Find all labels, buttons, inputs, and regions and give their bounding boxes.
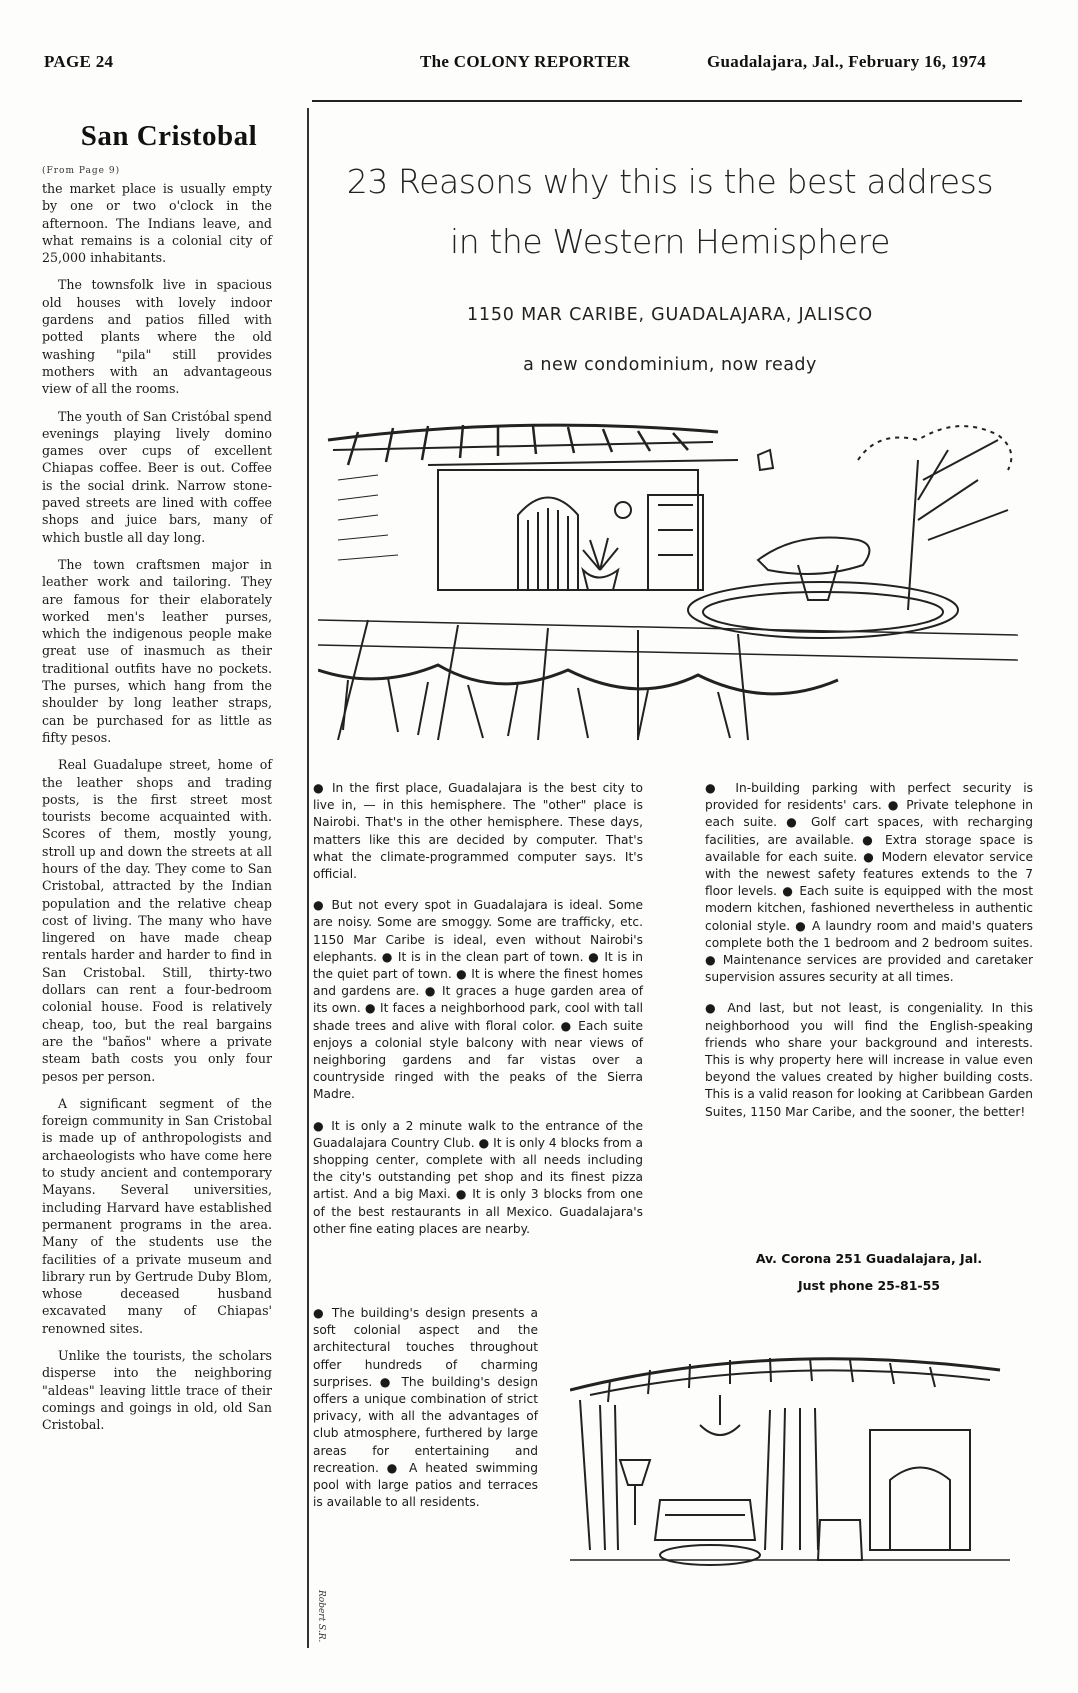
ad-paragraph: ● In-building parking with perfect security is provided for residents' cars. ● Private telephone in each suite. ● Golf cart spaces, with recharging facilities, are available. ● Extra storage space is available for each suite. ● Modern elevator service with the newest safety features extends to the 7 floor levels. ● Each suite is equipped with the most modern kitchen, fashioned nevertheless in authentic colonial style. ● A laundry room and maid's quaters complete both the 1 bedroom and 2 bedroom suites. ● Maintenance services are provided and caretaker supervision assures security at all times.	[705, 781, 1033, 985]
article-paragraph: The youth of San Cristóbal spend evenings playing lively domino games over cups of excellent Chiapas coffee. Beer is out. Coffee is the social drink. Narrow stone-paved streets are lined with coffee shops and juice bars, many of which bustle all day long.	[42, 408, 272, 545]
article-paragraph: Unlike the tourists, the scholars disperse into the neighboring "aldeas" leaving little trace of their comings and goings in old, old San Cristobal.	[42, 1348, 272, 1433]
ad-contact-address: Av. Corona 251 Guadalajara, Jal.	[755, 1251, 983, 1266]
artist-credit: Robert S.R.	[316, 1590, 326, 1643]
ad-paragraph: ● In the first place, Guadalajara is the best city to live in, — in this hemisphere. The "other" place is Nairobi. That's in the other hemisphere. These days, matters like this are decided by computer. That's what the climate-programmed computer says. It's official.	[313, 781, 643, 882]
ad-title-line-2: in the Western Hemisphere	[450, 222, 890, 261]
ad-subtitle: a new condominium, now ready	[523, 355, 817, 375]
column-rule	[307, 108, 309, 1648]
ad-title-line-1: 23 Reasons why this is the best address	[346, 162, 994, 201]
continuation-note: (From Page 9)	[42, 166, 121, 176]
ad-contact-phone: Just phone 25-81-55	[797, 1278, 941, 1293]
article-body	[42, 180, 272, 1443]
ad-paragraph: ● And last, but not least, is congeniality. In this neighborhood you will find the English-speaking friends who share your background and interests. This is why property here will increase in value even beyond the values created by higher building costs. This is a valid reason for looking at Caribbean Garden Suites, 1150 Mar Caribe, and the sooner, the better!	[705, 1001, 1033, 1119]
page-number: PAGE 24	[44, 52, 114, 71]
ad-column-left	[313, 780, 643, 1252]
article-paragraph: A significant segment of the foreign community in San Cristobal is made up of anthropologists and archaeologists who have come here to study ancient and contemporary Mayans. Several universities, including Harvard have established permanent programs in the area. Many of the students use the facilities of a private museum and library run by Gertrude Duby Blom, whose deceased husband excavated many of Chiapas' renowned sites.	[42, 1095, 272, 1336]
paper-name: The COLONY REPORTER	[420, 52, 631, 71]
ad-column-right	[705, 780, 1033, 1135]
courtyard-sketch-illustration	[318, 420, 1018, 740]
ad-paragraph: ● But not every spot in Guadalajara is ideal. Some are noisy. Some are smoggy. Some are trafficky, etc. 1150 Mar Caribe is ideal, even without Nairobi's elephants. ● It is in the clean part of town. ● It is in the quiet part of town. ● It is where the finest homes and gardens are. ● It graces a huge garden area of its own. ● It faces a neighborhood park, cool with tall shade trees and alive with floral color. ● Each suite enjoys a colonial style balcony with near views of neighboring gardens and far vistas over a countryside ringed with the peaks of the Sierra Madre.	[313, 898, 643, 1102]
masthead-rule	[312, 100, 1022, 102]
dateline: Guadalajara, Jal., February 16, 1974	[707, 52, 987, 71]
article-paragraph: The town craftsmen major in leather work and tailoring. They are famous for their elaborately worked men's leather purses, which the indigenous people make great use of inasmuch as their traditional outfits have no pockets. The purses, which hang from the shoulder by long leather straps, can be purchased for as little as fifty pesos.	[42, 556, 272, 745]
ad-column-lower-left	[313, 1305, 538, 1525]
article-paragraph: Real Guadalupe street, home of the leather shops and trading posts, is the first street most tourists become acquainted with. Scores of them, mostly young, stroll up and down the streets at all hours of the day. They come to San Cristobal, attracted by the Indian population and the relative cheap cost of living. The many who have lingered on have made cheap rentals harder and harder to find in San Cristobal. Still, thirty-two dollars can rent a four-bedroom colonial house. Food is relatively cheap, too, but the real bargains are the "baños" where a private steam bath costs you only four pesos per person.	[42, 757, 272, 1084]
ad-paragraph: ● It is only a 2 minute walk to the entrance of the Guadalajara Country Club. ● It is only 4 blocks from a shopping center, complete with all needs including the city's outstanding pet shop and its finest pizza artist. And a big Maxi. ● It is only 3 blocks from one of the best restaurants in all Mexico. Guadalajara's other fine eating places are nearby.	[313, 1118, 643, 1236]
article-headline: San Cristobal	[80, 120, 258, 152]
interior-sketch-illustration	[570, 1350, 1010, 1570]
article-paragraph: the market place is usually empty by one or two o'clock in the afternoon. The Indians leave, and what remains is a colonial city of 25,000 inhabitants.	[42, 181, 272, 266]
article-paragraph: The townsfolk live in spacious old houses with lovely indoor gardens and patios filled with potted plants where the old washing "pila" still provides mothers with an advantageous view of all the rooms.	[42, 277, 272, 397]
ad-contact	[705, 1245, 1033, 1299]
ad-paragraph: ● The building's design presents a soft colonial aspect and the architectural touches throughout offer hundreds of charming surprises. ● The building's design offers a unique combination of strict privacy, with all the advantages of club atmosphere, furthered by large areas for entertaining and recreation. ● A heated swimming pool with large patios and terraces is available to all residents.	[313, 1306, 538, 1510]
ad-address: 1150 MAR CARIBE, GUADALAJARA, JALISCO	[466, 305, 873, 325]
